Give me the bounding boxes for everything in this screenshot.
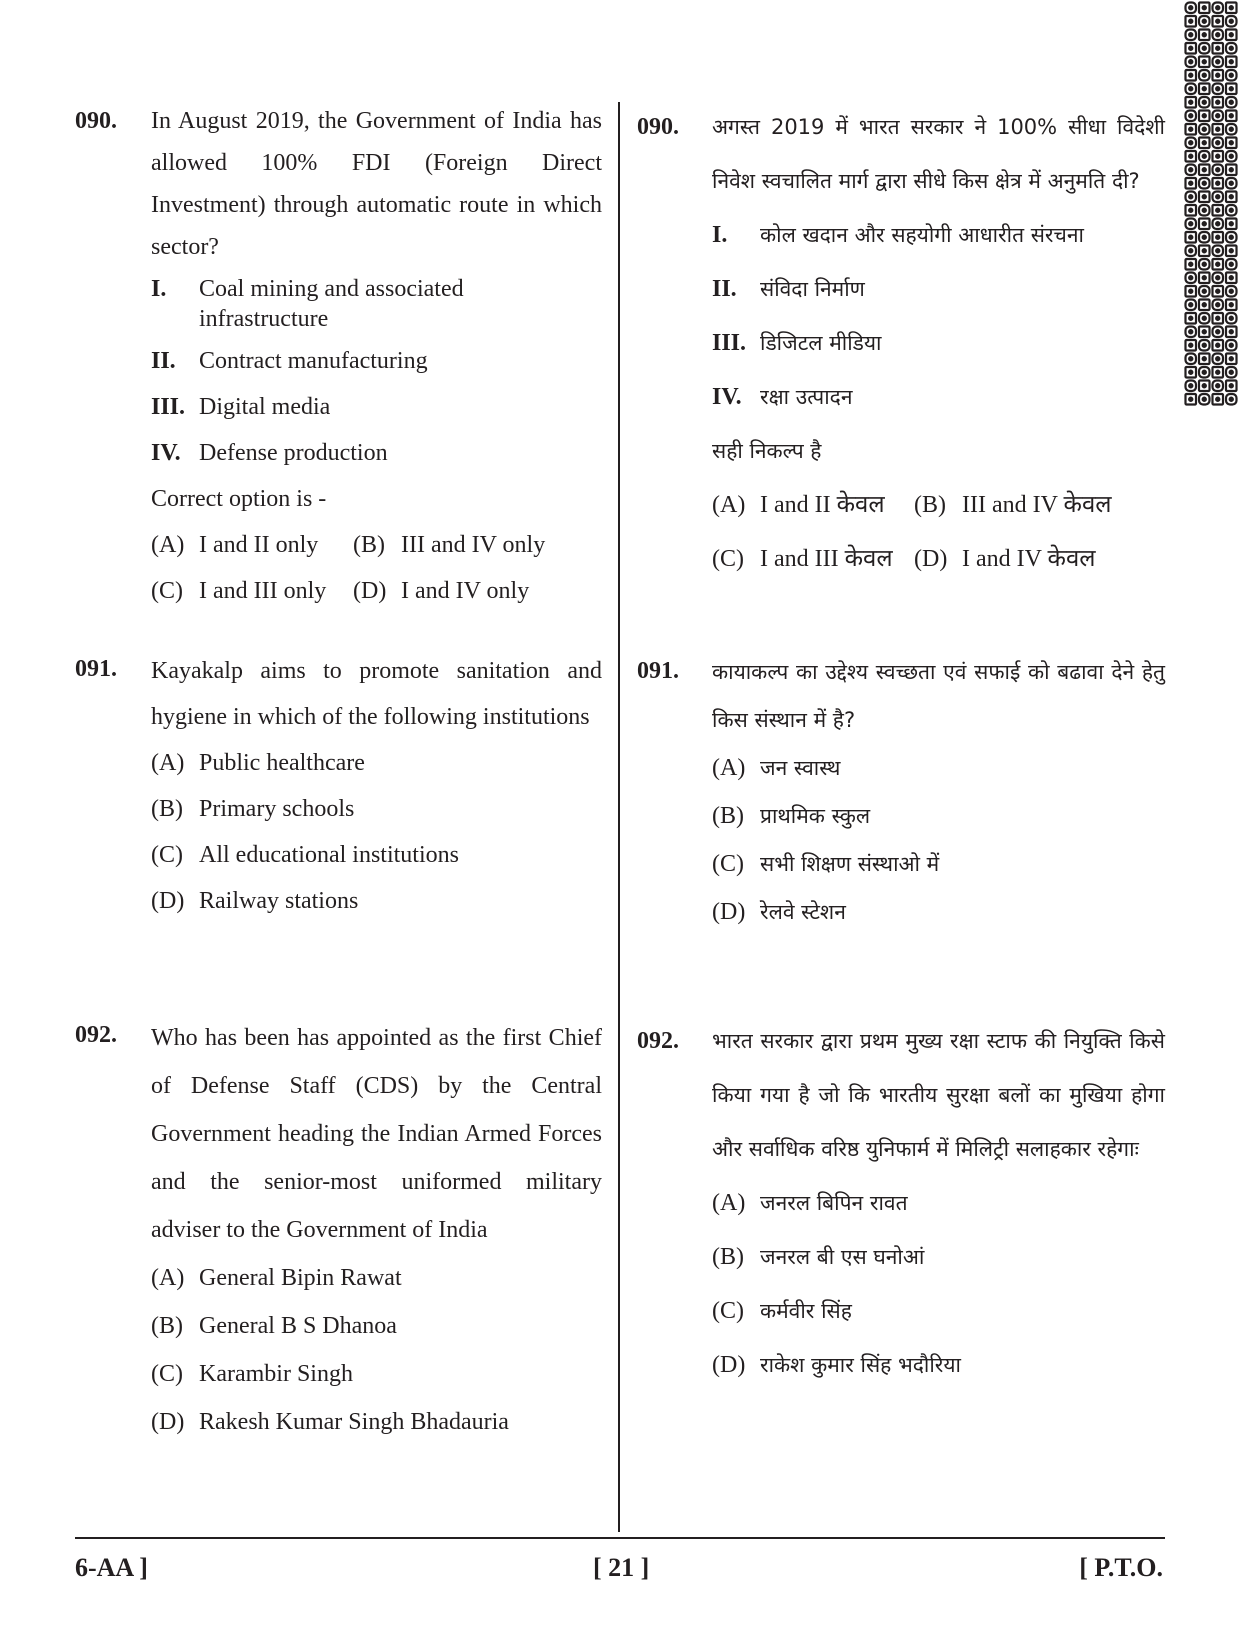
pattern-dot (1216, 330, 1219, 333)
pattern-dot (1216, 101, 1219, 104)
pattern-dot (1203, 114, 1206, 117)
pattern-dot (1189, 317, 1192, 320)
pattern-dot (1203, 330, 1206, 333)
option-label: (B) (151, 1313, 183, 1339)
option-text: Rakesh Kumar Singh Bhadauria (199, 1409, 509, 1435)
pattern-dot (1203, 195, 1206, 198)
pattern-dot (1203, 249, 1206, 252)
option-a[interactable] (151, 740, 602, 786)
option-a[interactable] (151, 1254, 602, 1302)
pattern-dot (1189, 384, 1192, 387)
option-label: (A) (712, 755, 746, 781)
pattern-dot (1230, 60, 1233, 63)
option-label: (D) (151, 1409, 185, 1435)
option-text: III and IV केवल (962, 492, 1112, 518)
statement-text: डिजिटल मीडिया (760, 331, 882, 355)
pattern-dot (1203, 209, 1206, 212)
pattern-dot (1230, 357, 1233, 360)
option-text: Karambir Singh (199, 1361, 353, 1387)
pattern-dot (1203, 371, 1206, 374)
pattern-dot (1203, 290, 1206, 293)
statement-numeral: I. (712, 222, 728, 248)
pattern-dot (1189, 398, 1192, 401)
statement-numeral: III. (712, 330, 747, 356)
option-label: (D) (712, 899, 746, 925)
option-c[interactable] (712, 840, 1165, 888)
option-text: जन स्वास्थ (760, 756, 841, 780)
statement-item (151, 340, 602, 382)
pattern-dot (1189, 168, 1192, 171)
pattern-dot (1230, 33, 1233, 36)
pattern-dot (1230, 276, 1233, 279)
pattern-dot (1189, 236, 1192, 239)
options-row (151, 524, 602, 566)
answer-prompt: Correct option is - (151, 486, 327, 512)
pattern-dot (1216, 303, 1219, 306)
pattern-dot (1216, 249, 1219, 252)
answer-prompt: सही निकल्प है (712, 439, 822, 463)
pattern-dot (1203, 128, 1206, 131)
pattern-dot (1189, 155, 1192, 158)
pattern-dot (1203, 344, 1206, 347)
question-stem: Who has been has appointed as the first Chief of Defense Staff (CDS) by the Central Government heading the Indian Armed Forces and the senior-most uniformed military adviser to the Government of India (151, 1025, 602, 1243)
pattern-dot (1216, 87, 1219, 90)
pattern-dot (1230, 101, 1233, 104)
option-text: I and IV केवल (962, 546, 1096, 572)
option-d[interactable] (712, 888, 1165, 936)
option-b[interactable] (712, 1230, 1165, 1284)
option-label: (B) (353, 532, 385, 558)
pattern-dot (1230, 317, 1233, 320)
pattern-code-block (1183, 0, 1238, 412)
pattern-dot (1203, 74, 1206, 77)
pattern-dot (1189, 128, 1192, 131)
statement-item (151, 432, 602, 474)
pattern-dot (1189, 209, 1192, 212)
pattern-dot (1189, 303, 1192, 306)
pattern-dot (1203, 384, 1206, 387)
pattern-dot (1216, 290, 1219, 293)
options-row (712, 478, 1165, 532)
pattern-dot (1203, 87, 1206, 90)
pattern-dot (1230, 398, 1233, 401)
option-a[interactable] (712, 478, 914, 532)
option-label: (C) (712, 546, 744, 572)
pattern-dot (1230, 384, 1233, 387)
pattern-dot (1230, 6, 1233, 9)
question-stem: कायाकल्प का उद्देश्य स्वच्छता एवं सफाई को बढावा देने हेतु किस संस्थान में है? (712, 660, 1165, 732)
pattern-dot (1216, 344, 1219, 347)
pattern-dot (1203, 182, 1206, 185)
pattern-dot (1230, 303, 1233, 306)
option-label: (A) (151, 750, 185, 776)
pattern-dot (1189, 330, 1192, 333)
pattern-dot (1189, 74, 1192, 77)
pattern-dot (1203, 141, 1206, 144)
pattern-dot (1230, 20, 1233, 23)
pattern-dot (1203, 20, 1206, 23)
pattern-dot (1216, 317, 1219, 320)
option-label: (D) (353, 578, 387, 604)
question-number: 091. (637, 658, 679, 684)
pattern-dot (1203, 317, 1206, 320)
column-divider (618, 102, 620, 1532)
statement-item (712, 370, 1165, 424)
option-text: कर्मवीर सिंह (760, 1299, 852, 1323)
option-text: सभी शिक्षण संस्थाओ में (760, 852, 940, 876)
pattern-dot (1203, 303, 1206, 306)
pattern-dot (1216, 222, 1219, 225)
option-d[interactable] (151, 878, 602, 924)
statement-text: Contract manufacturing (199, 348, 428, 374)
option-label: (A) (151, 532, 185, 558)
statement-item (151, 268, 602, 340)
pattern-dot (1203, 33, 1206, 36)
option-label: (B) (712, 803, 744, 829)
pattern-dot (1189, 87, 1192, 90)
booklet-code: 6-AA ] (75, 1553, 148, 1582)
pattern-dot (1203, 357, 1206, 360)
option-label: (C) (151, 578, 183, 604)
pattern-dot (1230, 236, 1233, 239)
option-label: (A) (151, 1265, 185, 1291)
statement-numeral: II. (712, 276, 737, 302)
question-092-hi (637, 1014, 1165, 1392)
option-text: राकेश कुमार सिंह भदौरिया (760, 1353, 961, 1377)
pattern-dot (1216, 195, 1219, 198)
pattern-dot (1203, 222, 1206, 225)
statement-text: Defense production (199, 440, 388, 466)
option-text: रेलवे स्टेशन (760, 900, 846, 924)
pattern-dot (1230, 371, 1233, 374)
pattern-dot (1230, 290, 1233, 293)
pattern-dot (1230, 249, 1233, 252)
statement-item (712, 208, 1165, 262)
options-row (712, 532, 1165, 586)
pattern-dot (1203, 168, 1206, 171)
pattern-dot (1216, 263, 1219, 266)
statement-numeral: I. (151, 276, 167, 302)
pattern-dot (1189, 263, 1192, 266)
option-label: (B) (151, 796, 183, 822)
option-text: I and II केवल (760, 492, 885, 518)
question-stem: In August 2019, the Government of India has allowed 100% FDI (Foreign Direct Investment) through automatic route in which sector? (151, 108, 602, 260)
option-text: Public healthcare (199, 750, 365, 776)
option-c[interactable] (712, 1284, 1165, 1338)
pattern-dot (1189, 6, 1192, 9)
option-d[interactable] (914, 532, 1096, 586)
pattern-dot (1230, 344, 1233, 347)
option-text: III and IV only (401, 532, 546, 558)
pattern-dot (1189, 222, 1192, 225)
pattern-dot (1189, 344, 1192, 347)
pattern-dot (1216, 33, 1219, 36)
pattern-dot (1216, 357, 1219, 360)
option-c[interactable] (151, 1350, 602, 1398)
question-stem: भारत सरकार द्वारा प्रथम मुख्य रक्षा स्टाफ की नियुक्ति किसे किया गया है जो कि भारतीय सुरक्षा बलों का मुखिया होगा और सर्वाधिक वरिष्ठ युनिफार्म में मिलिट्री सलाहकार रहेगाः (712, 1029, 1165, 1161)
option-c[interactable] (151, 570, 353, 612)
pattern-dot (1216, 20, 1219, 23)
option-b[interactable] (151, 786, 602, 832)
pattern-dot (1189, 371, 1192, 374)
pattern-dot (1230, 195, 1233, 198)
option-a[interactable] (712, 744, 1165, 792)
statement-item (712, 316, 1165, 370)
pattern-dot (1216, 74, 1219, 77)
pattern-dot (1203, 47, 1206, 50)
question-091-hi (637, 648, 1165, 936)
pattern-dot (1203, 398, 1206, 401)
pattern-dot (1230, 141, 1233, 144)
option-label: (C) (712, 1298, 744, 1324)
pattern-dot (1189, 33, 1192, 36)
pattern-dot (1203, 263, 1206, 266)
pattern-dot (1230, 182, 1233, 185)
question-090-en (75, 100, 602, 612)
pattern-dot (1189, 195, 1192, 198)
option-a[interactable] (712, 1176, 1165, 1230)
pattern-dot (1230, 114, 1233, 117)
page-number: [ 21 ] (593, 1553, 650, 1582)
statement-text: संविदा निर्माण (760, 277, 865, 301)
pattern-dot (1203, 236, 1206, 239)
pattern-dot (1189, 249, 1192, 252)
pattern-dot (1189, 276, 1192, 279)
pattern-dot (1189, 290, 1192, 293)
pattern-dot (1189, 20, 1192, 23)
option-label: (C) (151, 842, 183, 868)
option-label: (D) (914, 546, 948, 572)
pattern-dot (1216, 398, 1219, 401)
pattern-dot (1230, 87, 1233, 90)
option-b[interactable] (712, 792, 1165, 840)
option-c[interactable] (151, 832, 602, 878)
option-label: (A) (712, 1190, 746, 1216)
pattern-dot (1189, 47, 1192, 50)
option-label: (D) (151, 888, 185, 914)
pattern-dot (1203, 276, 1206, 279)
option-label: (A) (712, 492, 746, 518)
question-number: 092. (637, 1028, 679, 1054)
pattern-dot (1189, 114, 1192, 117)
please-turn-over: [ P.T.O. (1079, 1553, 1163, 1582)
question-stem: Kayakalp aims to promote sanitation and hygiene in which of the following institutions (151, 658, 602, 730)
option-c[interactable] (712, 532, 914, 586)
statement-text: रक्षा उत्पादन (760, 385, 853, 409)
pattern-dot (1216, 209, 1219, 212)
option-d[interactable] (712, 1338, 1165, 1392)
pattern-dot (1216, 155, 1219, 158)
option-text: Primary schools (199, 796, 355, 822)
option-label: (C) (712, 851, 744, 877)
statement-text: कोल खदान और सहयोगी आधारीत संरचना (760, 223, 1084, 247)
pattern-dot (1203, 60, 1206, 63)
pattern-dot (1230, 263, 1233, 266)
option-a[interactable] (151, 524, 353, 566)
option-text: I and IV only (401, 578, 530, 604)
pattern-dot (1216, 276, 1219, 279)
pattern-dot (1216, 168, 1219, 171)
question-number: 091. (75, 656, 117, 682)
question-091-en (75, 648, 602, 924)
option-text: I and III only (199, 578, 327, 604)
pattern-dot (1230, 222, 1233, 225)
option-text: Railway stations (199, 888, 359, 914)
option-label: (B) (914, 492, 946, 518)
statement-text: Digital media (199, 394, 331, 420)
pattern-dot (1216, 236, 1219, 239)
option-text: प्राथमिक स्कुल (760, 804, 871, 828)
pattern-dot (1230, 330, 1233, 333)
pattern-dot (1189, 101, 1192, 104)
question-number: 090. (637, 114, 679, 140)
pattern-dot (1189, 141, 1192, 144)
option-label: (C) (151, 1361, 183, 1387)
pattern-dot (1216, 6, 1219, 9)
option-text: General B S Dhanoa (199, 1313, 397, 1339)
pattern-dot (1203, 101, 1206, 104)
footer-rule (75, 1537, 1165, 1539)
pattern-dot (1203, 155, 1206, 158)
statement-numeral: IV. (712, 384, 742, 410)
question-092-en (75, 1014, 602, 1446)
question-number: 090. (75, 108, 117, 134)
statement-item (151, 386, 602, 428)
option-d[interactable] (151, 1398, 602, 1446)
question-number: 092. (75, 1022, 117, 1048)
statement-numeral: III. (151, 394, 186, 420)
option-text: I and II only (199, 532, 319, 558)
option-b[interactable] (151, 1302, 602, 1350)
pattern-dot (1230, 47, 1233, 50)
option-text: All educational institutions (199, 842, 459, 868)
options-row (151, 570, 602, 612)
pattern-dot (1230, 168, 1233, 171)
option-b[interactable] (353, 524, 545, 566)
pattern-dot (1230, 128, 1233, 131)
pattern-dot (1230, 74, 1233, 77)
option-text: जनरल बी एस घनोआं (760, 1245, 925, 1269)
option-b[interactable] (914, 478, 1112, 532)
statement-item (712, 262, 1165, 316)
option-label: (B) (712, 1244, 744, 1270)
pattern-dot (1216, 128, 1219, 131)
pattern-dot (1189, 182, 1192, 185)
pattern-dot (1230, 155, 1233, 158)
question-stem: अगस्त 2019 में भारत सरकार ने 100% सीधा विदेशी निवेश स्वचालित मार्ग द्वारा सीधे किस क्षेत्र में अनुमति दी? (712, 115, 1165, 193)
option-d[interactable] (353, 570, 529, 612)
pattern-dot (1216, 182, 1219, 185)
pattern-dot (1216, 141, 1219, 144)
pattern-dot (1216, 114, 1219, 117)
pattern-dot (1216, 384, 1219, 387)
pattern-dot (1189, 357, 1192, 360)
pattern-dot (1216, 47, 1219, 50)
statement-numeral: II. (151, 348, 176, 374)
option-label: (D) (712, 1352, 746, 1378)
option-text: I and III केवल (760, 546, 893, 572)
pattern-dot (1216, 371, 1219, 374)
statement-text: Coal mining and associated infrastructure (199, 276, 464, 332)
option-text: General Bipin Rawat (199, 1265, 402, 1291)
pattern-dot (1216, 60, 1219, 63)
question-090-hi (637, 100, 1165, 586)
pattern-dot (1189, 60, 1192, 63)
pattern-dot (1230, 209, 1233, 212)
statement-numeral: IV. (151, 440, 181, 466)
option-text: जनरल बिपिन रावत (760, 1191, 908, 1215)
pattern-dot (1203, 6, 1206, 9)
